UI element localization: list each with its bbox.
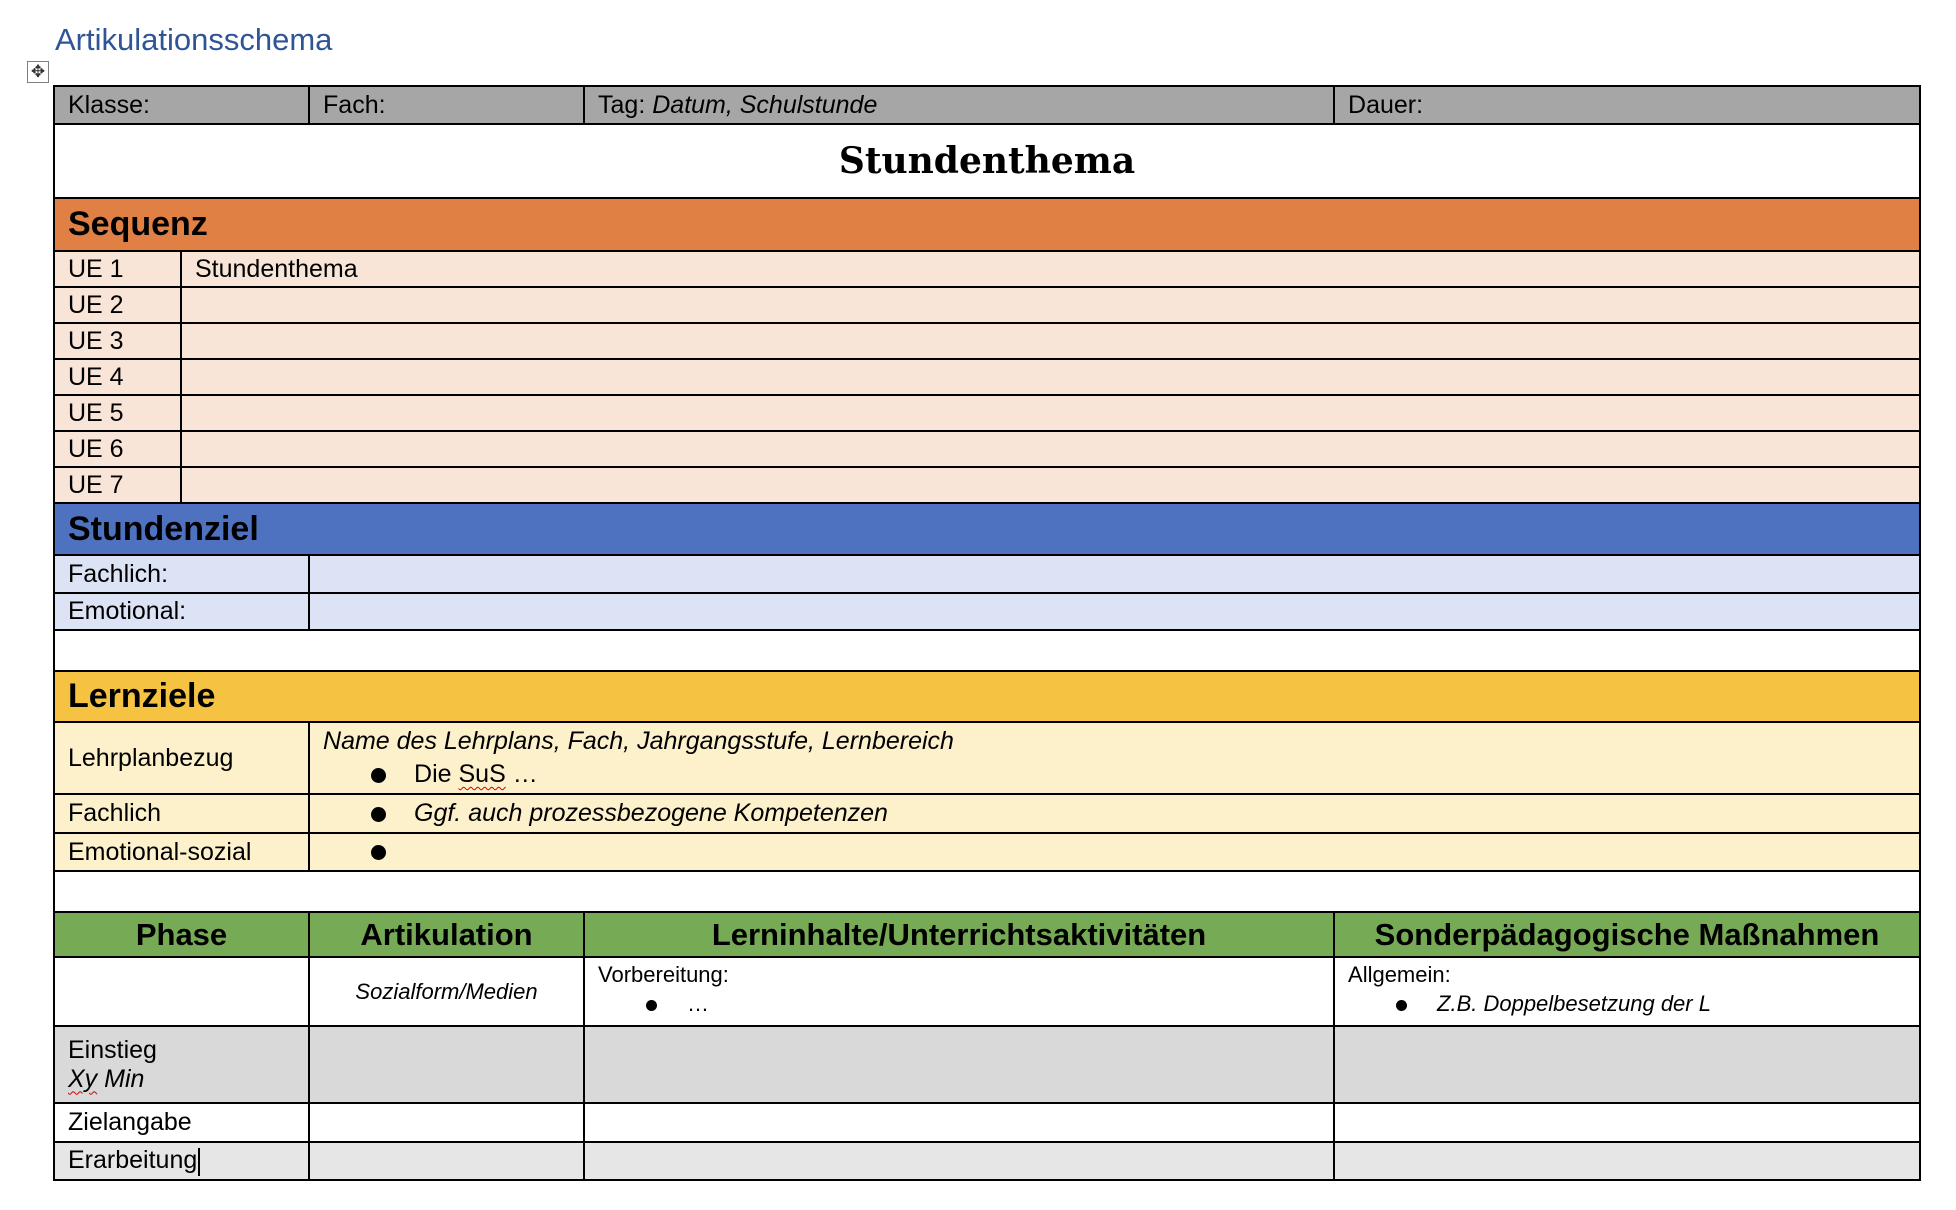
sus-word: SuS xyxy=(458,760,506,788)
einstieg-massnahmen[interactable] xyxy=(1334,1026,1920,1103)
stundenziel-fachlich-label: Fachlich: xyxy=(54,555,309,593)
allgemein-bullet: Z.B. Doppelbesetzung der L xyxy=(1348,991,1906,1017)
lehrplanbezug-value[interactable] xyxy=(309,722,1920,794)
lerninhalte-header: Lerninhalte/Unterrichtsaktivitäten xyxy=(584,912,1334,957)
stundenziel-heading: Stundenziel xyxy=(54,503,1920,555)
klasse-label: Klasse: xyxy=(68,90,150,119)
phase-cell[interactable] xyxy=(54,957,309,1026)
ue-label: UE 6 xyxy=(54,431,181,467)
ue-label: UE 4 xyxy=(54,359,181,395)
ue-value[interactable] xyxy=(181,395,1920,431)
einstieg-lerninhalte[interactable] xyxy=(584,1026,1334,1103)
lehrplanbezug-text: Name des Lehrplans, Fach, Jahrgangsstufe, Lernbereich xyxy=(323,727,954,755)
sequenz-row xyxy=(54,251,1920,287)
stundenziel-emotional-label: Emotional: xyxy=(54,593,309,630)
dauer-cell[interactable] xyxy=(1334,86,1920,124)
ue-value[interactable] xyxy=(181,431,1920,467)
einstieg-cell[interactable] xyxy=(54,1026,309,1103)
emotional-sozial-label: Emotional-sozial xyxy=(54,833,309,871)
dauer-label: Dauer: xyxy=(1348,90,1424,119)
articulation-table xyxy=(53,85,1919,1181)
ue-label: UE 3 xyxy=(54,323,181,359)
einstieg-time: Xy Min xyxy=(68,1064,145,1093)
lernziele-fachlich-value[interactable]: Ggf. auch prozessbezogene Kompetenzen xyxy=(309,794,1920,833)
sequenz-heading: Sequenz xyxy=(54,198,1920,251)
sozialform-cell[interactable]: Sozialform/Medien xyxy=(309,957,584,1026)
sequenz-row xyxy=(54,323,1920,359)
einstieg-label: Einstieg xyxy=(68,1035,157,1064)
bullet-icon xyxy=(371,768,386,783)
document-title: Artikulationsschema xyxy=(55,22,333,57)
ue-value[interactable] xyxy=(181,359,1920,395)
ue-value[interactable] xyxy=(181,467,1920,503)
zielangabe-artikulation[interactable] xyxy=(309,1103,584,1142)
ue-label: UE 5 xyxy=(54,395,181,431)
sequenz-row xyxy=(54,287,1920,323)
allgemein-cell[interactable] xyxy=(1334,957,1920,1026)
zielangabe-label[interactable]: Zielangabe xyxy=(54,1103,309,1142)
lernziele-fachlich-label: Fachlich xyxy=(54,794,309,833)
tag-cell[interactable] xyxy=(584,86,1334,124)
fach-label: Fach: xyxy=(323,90,386,119)
text-cursor xyxy=(198,1148,200,1176)
erarbeitung-label: Erarbeitung xyxy=(68,1146,198,1175)
ue-label: UE 1 xyxy=(54,251,181,287)
sequenz-row xyxy=(54,359,1920,395)
stundenziel-emotional-value[interactable] xyxy=(309,593,1920,630)
erarbeitung-artikulation[interactable] xyxy=(309,1142,584,1180)
artikulation-header: Artikulation xyxy=(309,912,584,957)
tag-label: Tag: xyxy=(598,90,646,119)
phase-header: Phase xyxy=(54,912,309,957)
fach-cell[interactable] xyxy=(309,86,584,124)
stundenthema-title[interactable]: Stundenthema xyxy=(54,124,1920,198)
ue-label: UE 7 xyxy=(54,467,181,503)
stundenziel-fachlich-value[interactable] xyxy=(309,555,1920,593)
erarbeitung-cell[interactable] xyxy=(54,1142,309,1180)
bullet-icon xyxy=(371,807,386,822)
vorbereitung-label: Vorbereitung: xyxy=(598,962,729,987)
ue-label: UE 2 xyxy=(54,287,181,323)
bullet-icon xyxy=(1396,1000,1407,1011)
erarbeitung-lerninhalte[interactable] xyxy=(584,1142,1334,1180)
klasse-cell[interactable] xyxy=(54,86,309,124)
spacer-row[interactable] xyxy=(54,630,1920,671)
emotional-sozial-value[interactable] xyxy=(309,833,1920,871)
massnahmen-header: Sonderpädagogische Maßnahmen xyxy=(1334,912,1920,957)
lehrplanbezug-bullet: Die SuS … xyxy=(323,760,1906,789)
bullet-icon xyxy=(646,1000,657,1011)
sequenz-row xyxy=(54,395,1920,431)
sequenz-row xyxy=(54,431,1920,467)
sequenz-row xyxy=(54,467,1920,503)
zielangabe-lerninhalte[interactable] xyxy=(584,1103,1334,1142)
table-move-handle-icon[interactable]: ✥ xyxy=(27,61,49,83)
lernziele-heading: Lernziele xyxy=(54,671,1920,722)
ue-value[interactable] xyxy=(181,287,1920,323)
tag-value: Datum, Schulstunde xyxy=(652,90,878,119)
ue-value[interactable] xyxy=(181,323,1920,359)
ue-value[interactable]: Stundenthema xyxy=(181,251,1920,287)
allgemein-label: Allgemein: xyxy=(1348,962,1451,987)
vorbereitung-bullet: … xyxy=(598,991,1320,1017)
zielangabe-massnahmen[interactable] xyxy=(1334,1103,1920,1142)
erarbeitung-massnahmen[interactable] xyxy=(1334,1142,1920,1180)
lehrplanbezug-label: Lehrplanbezug xyxy=(54,722,309,794)
spacer-row[interactable] xyxy=(54,871,1920,912)
bullet-icon xyxy=(371,845,386,860)
einstieg-artikulation[interactable] xyxy=(309,1026,584,1103)
vorbereitung-cell[interactable] xyxy=(584,957,1334,1026)
